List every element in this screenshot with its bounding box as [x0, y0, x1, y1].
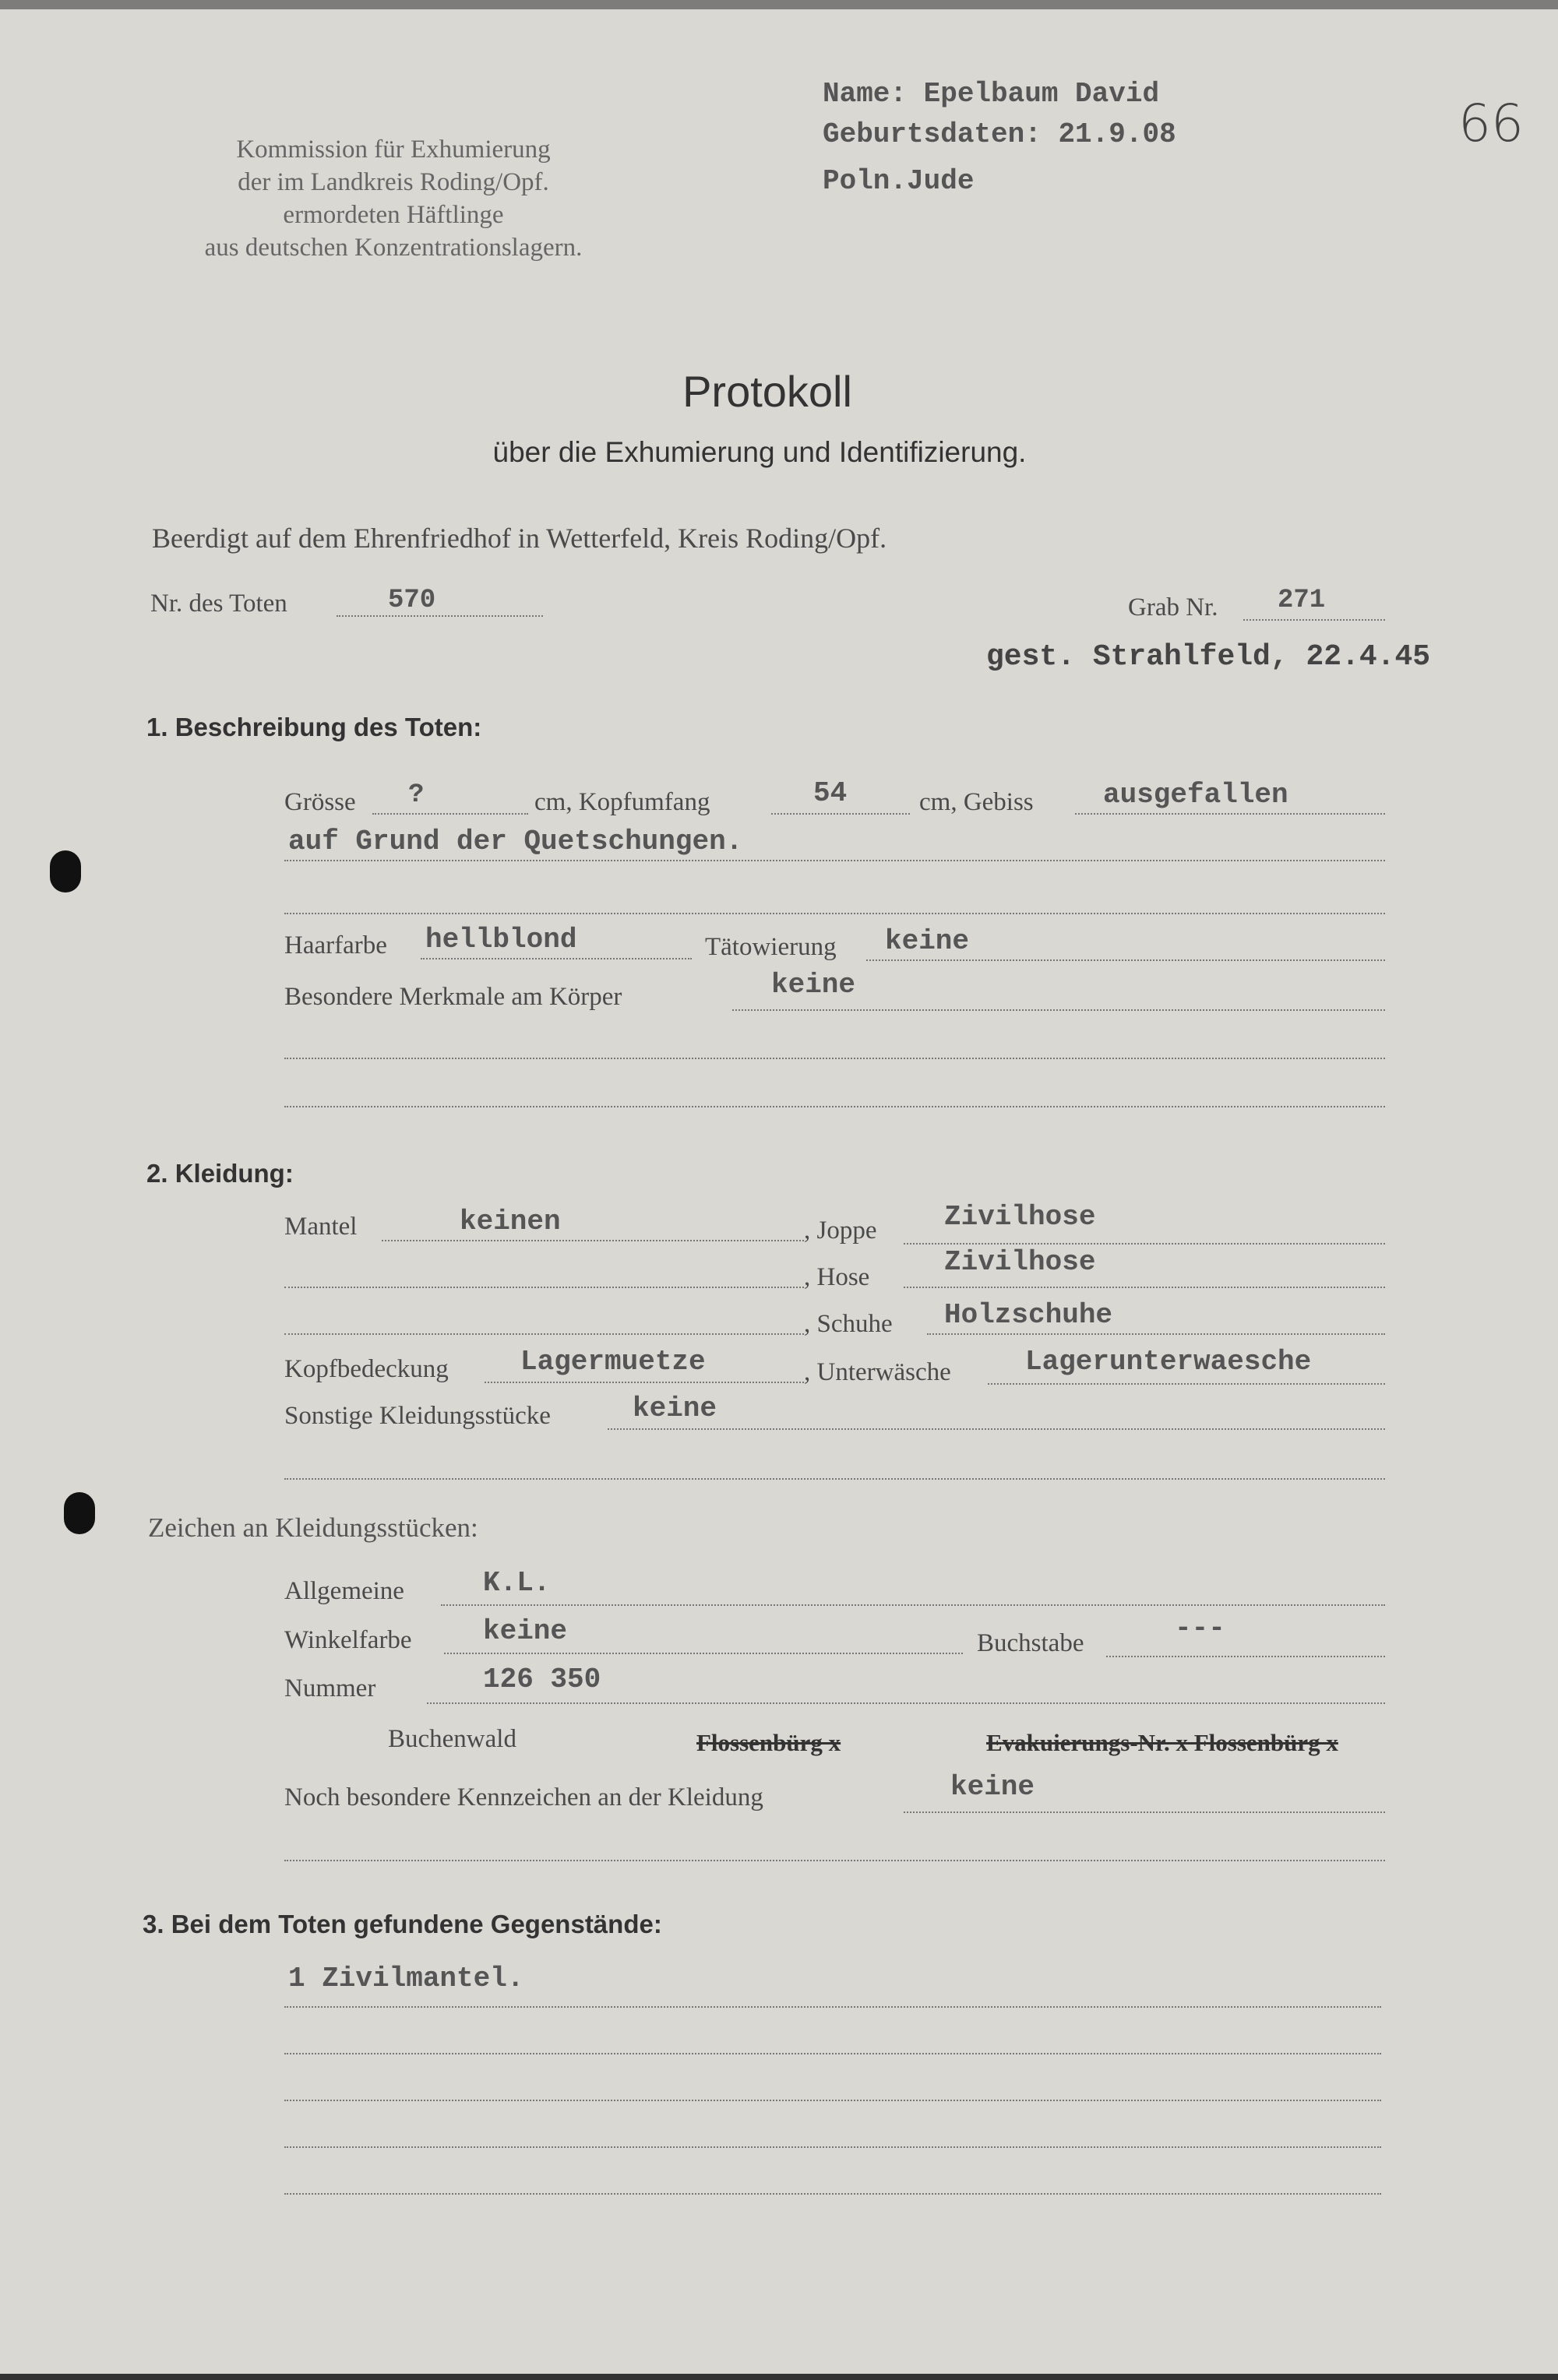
stamp-name: Name: Epelbaum David [823, 78, 1160, 110]
head-line [771, 813, 910, 815]
size-value: ? [408, 780, 425, 810]
sonst-value: keine [633, 1392, 717, 1424]
camp-struck-2: Evakuierungs-Nr. x Flossenbürg x [986, 1729, 1338, 1756]
mantel-label: Mantel [284, 1213, 358, 1241]
teeth-value: ausgefallen [1103, 779, 1288, 811]
kopf-line [485, 1382, 804, 1383]
dead-nr-line [337, 615, 543, 617]
stamp-origin: Poln.Jude [823, 165, 975, 197]
joppe-label: , Joppe [804, 1216, 877, 1245]
head-label: cm, Kopfumfang [534, 788, 710, 816]
found-line-4 [284, 2146, 1381, 2148]
joppe-line [904, 1243, 1385, 1245]
camp-buchenwald: Buchenwald [388, 1725, 516, 1753]
joppe-value: Zivilhose [944, 1201, 1096, 1233]
death-note: gest. Strahlfeld, 22.4.45 [986, 640, 1431, 674]
scan-edge-bottom [0, 2374, 1558, 2380]
noch-line [904, 1811, 1385, 1813]
buchstabe-line [1106, 1656, 1385, 1657]
nummer-line [427, 1702, 1385, 1704]
tattoo-line [866, 959, 1385, 961]
found-item-1: 1 Zivilmantel. [288, 1963, 524, 1994]
winkel-value: keine [483, 1615, 568, 1647]
teeth-label: cm, Gebiss [919, 788, 1034, 816]
blank-line-5 [284, 1333, 804, 1335]
found-line-2 [284, 2053, 1381, 2054]
buchstabe-label: Buchstabe [977, 1629, 1084, 1657]
allg-label: Allgemeine [284, 1577, 404, 1605]
winkel-line [444, 1653, 963, 1654]
blank-line-7 [284, 1860, 1385, 1861]
sonst-line [608, 1428, 1385, 1430]
hose-label: , Hose [804, 1263, 870, 1291]
sonst-label: Sonstige Kleidungsstücke [284, 1402, 551, 1430]
section-1-heading: 1. Beschreibung des Toten: [146, 713, 482, 741]
punch-hole-bottom [64, 1492, 95, 1534]
hair-label: Haarfarbe [284, 931, 387, 959]
nummer-label: Nummer [284, 1674, 376, 1702]
marks-line [732, 1009, 1385, 1011]
teeth-line [1075, 813, 1385, 815]
mantel-value: keinen [460, 1206, 561, 1238]
marks-value: keine [771, 969, 856, 1001]
hair-value: hellblond [425, 924, 577, 956]
grave-nr-value: 271 [1278, 586, 1326, 615]
commission-line-2: der im Landkreis Roding/Opf. [238, 168, 549, 196]
winkel-label: Winkelfarbe [284, 1626, 412, 1654]
found-line-3 [284, 2100, 1381, 2101]
grave-nr-line [1243, 619, 1385, 621]
hose-line [904, 1287, 1385, 1288]
scan-edge-top [0, 0, 1558, 9]
stamp-birth: Geburtsdaten: 21.9.08 [823, 118, 1176, 150]
camp-struck-1: Flossenbürg x [696, 1729, 841, 1756]
punch-hole-top [50, 850, 81, 892]
blank-line-2 [284, 1058, 1385, 1059]
page-subtitle: über die Exhumierung und Identifizierung. [492, 436, 1027, 468]
mantel-line [382, 1240, 804, 1241]
tattoo-value: keine [885, 925, 970, 957]
unter-line [988, 1383, 1385, 1385]
schuhe-label: , Schuhe [804, 1310, 893, 1338]
hose-value: Zivilhose [944, 1246, 1096, 1278]
noch-label: Noch besondere Kennzeichen an der Kleidung [284, 1783, 763, 1811]
commission-line-1: Kommission für Exhumierung [236, 136, 551, 164]
page-title: Protokoll [682, 367, 852, 416]
hair-line [421, 958, 692, 959]
found-line-1 [284, 2006, 1381, 2008]
allg-value: K.L. [483, 1567, 551, 1599]
kopf-label: Kopfbedeckung [284, 1355, 449, 1383]
section-3-heading: 3. Bei dem Toten gefundene Gegenstände: [143, 1910, 662, 1938]
schuhe-value: Holzschuhe [944, 1299, 1113, 1331]
found-line-5 [284, 2193, 1381, 2195]
buchstabe-value: --- [1175, 1612, 1225, 1644]
kopf-value: Lagermuetze [520, 1346, 706, 1378]
allg-line [441, 1604, 1385, 1606]
blank-line-1 [284, 913, 1385, 914]
dead-nr-label: Nr. des Toten [150, 590, 287, 618]
marks-label: Besondere Merkmale am Körper [284, 983, 622, 1011]
section-2-heading: 2. Kleidung: [146, 1159, 294, 1188]
commission-line-4: aus deutschen Konzentrationslagern. [204, 234, 583, 262]
unter-value: Lagerunterwaesche [1025, 1346, 1312, 1378]
page-number: 66 [1458, 93, 1524, 153]
burial-line: Beerdigt auf dem Ehrenfriedhof in Wetterfeld, Kreis Roding/Opf. [152, 523, 887, 554]
teeth-continued: auf Grund der Quetschungen. [288, 826, 743, 857]
schuhe-line [927, 1333, 1385, 1335]
nummer-value: 126 350 [483, 1664, 601, 1695]
noch-value: keine [950, 1771, 1035, 1803]
marks-heading: Zeichen an Kleidungsstücken: [148, 1512, 478, 1543]
blank-line-4 [284, 1287, 804, 1288]
size-line [372, 813, 528, 815]
blank-line-3 [284, 1106, 1385, 1107]
unter-label: , Unterwäsche [804, 1358, 951, 1386]
size-label: Grösse [284, 788, 356, 816]
teeth-line-2 [284, 860, 1385, 861]
grave-nr-label: Grab Nr. [1128, 593, 1218, 621]
tattoo-label: Tätowierung [705, 933, 837, 961]
blank-line-6 [284, 1478, 1385, 1480]
dead-nr-value: 570 [388, 586, 436, 615]
commission-line-3: ermordeten Häftlinge [283, 201, 504, 229]
head-value: 54 [813, 777, 848, 809]
